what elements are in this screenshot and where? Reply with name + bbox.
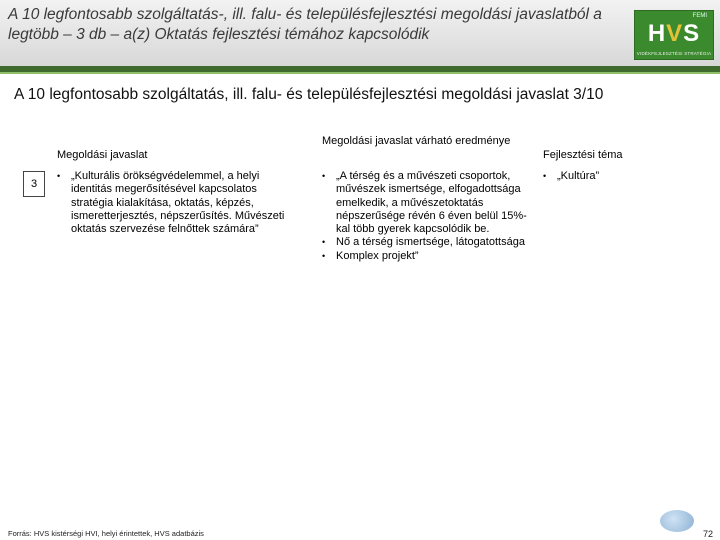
- result-item: • Nő a térség ismertsége, látogatottsága: [322, 236, 532, 249]
- logo-main-text: HVS: [647, 20, 701, 47]
- result-item: • Komplex projekt”: [322, 250, 532, 263]
- page-title: A 10 legfontosabb szolgáltatás, ill. falu- és településfejlesztési megoldási javaslat 3/10: [14, 86, 604, 103]
- logo-subtitle: VIDÉKFEJLESZTÉSI STRATÉGIA: [636, 51, 712, 56]
- topic-list: [543, 170, 693, 183]
- col-header-topic: Fejlesztési téma: [543, 149, 623, 161]
- footer-emblem-icon: [660, 510, 694, 532]
- page-number: 72: [703, 529, 714, 539]
- row-number: 3: [23, 171, 45, 197]
- proposal-item: • „Kulturális örökségvédelemmel, a helyi identitás megerősítésével kapcsolatos stratégia kialakítása, oktatás, képzés, ismeretterjesztés, népszerűsítés. Művészeti oktatás szervezése felnőttek számára”: [57, 170, 285, 236]
- header-divider-light: [0, 72, 720, 74]
- col-header-proposal: Megoldási javaslat: [57, 149, 148, 161]
- header-title: A 10 legfontosabb szolgáltatás-, ill. falu- és településfejlesztési megoldási javaslatból a legtöbb – 3 db – a(z) Oktatás fejlesztési témához kapcsolódik: [8, 6, 602, 43]
- proposal-list: [57, 170, 285, 236]
- result-item: • „A térség és a művészeti csoportok, művészek ismertsége, elfogadottsága emelkedik, a művészetoktatás népszerűsége révén 6 éven belül 15%-kal több gyerek kapcsolódik be.: [322, 170, 532, 236]
- topic-item: • „Kultúra”: [543, 170, 693, 183]
- logo-small-text: FEMI: [692, 13, 707, 19]
- col-header-result: Megoldási javaslat várható eredménye: [322, 135, 511, 147]
- hvs-logo: [634, 10, 714, 60]
- result-list: [322, 170, 532, 263]
- footer-source: Forrás: HVS kistérségi HVI, helyi érintettek, HVS adatbázis: [8, 529, 204, 538]
